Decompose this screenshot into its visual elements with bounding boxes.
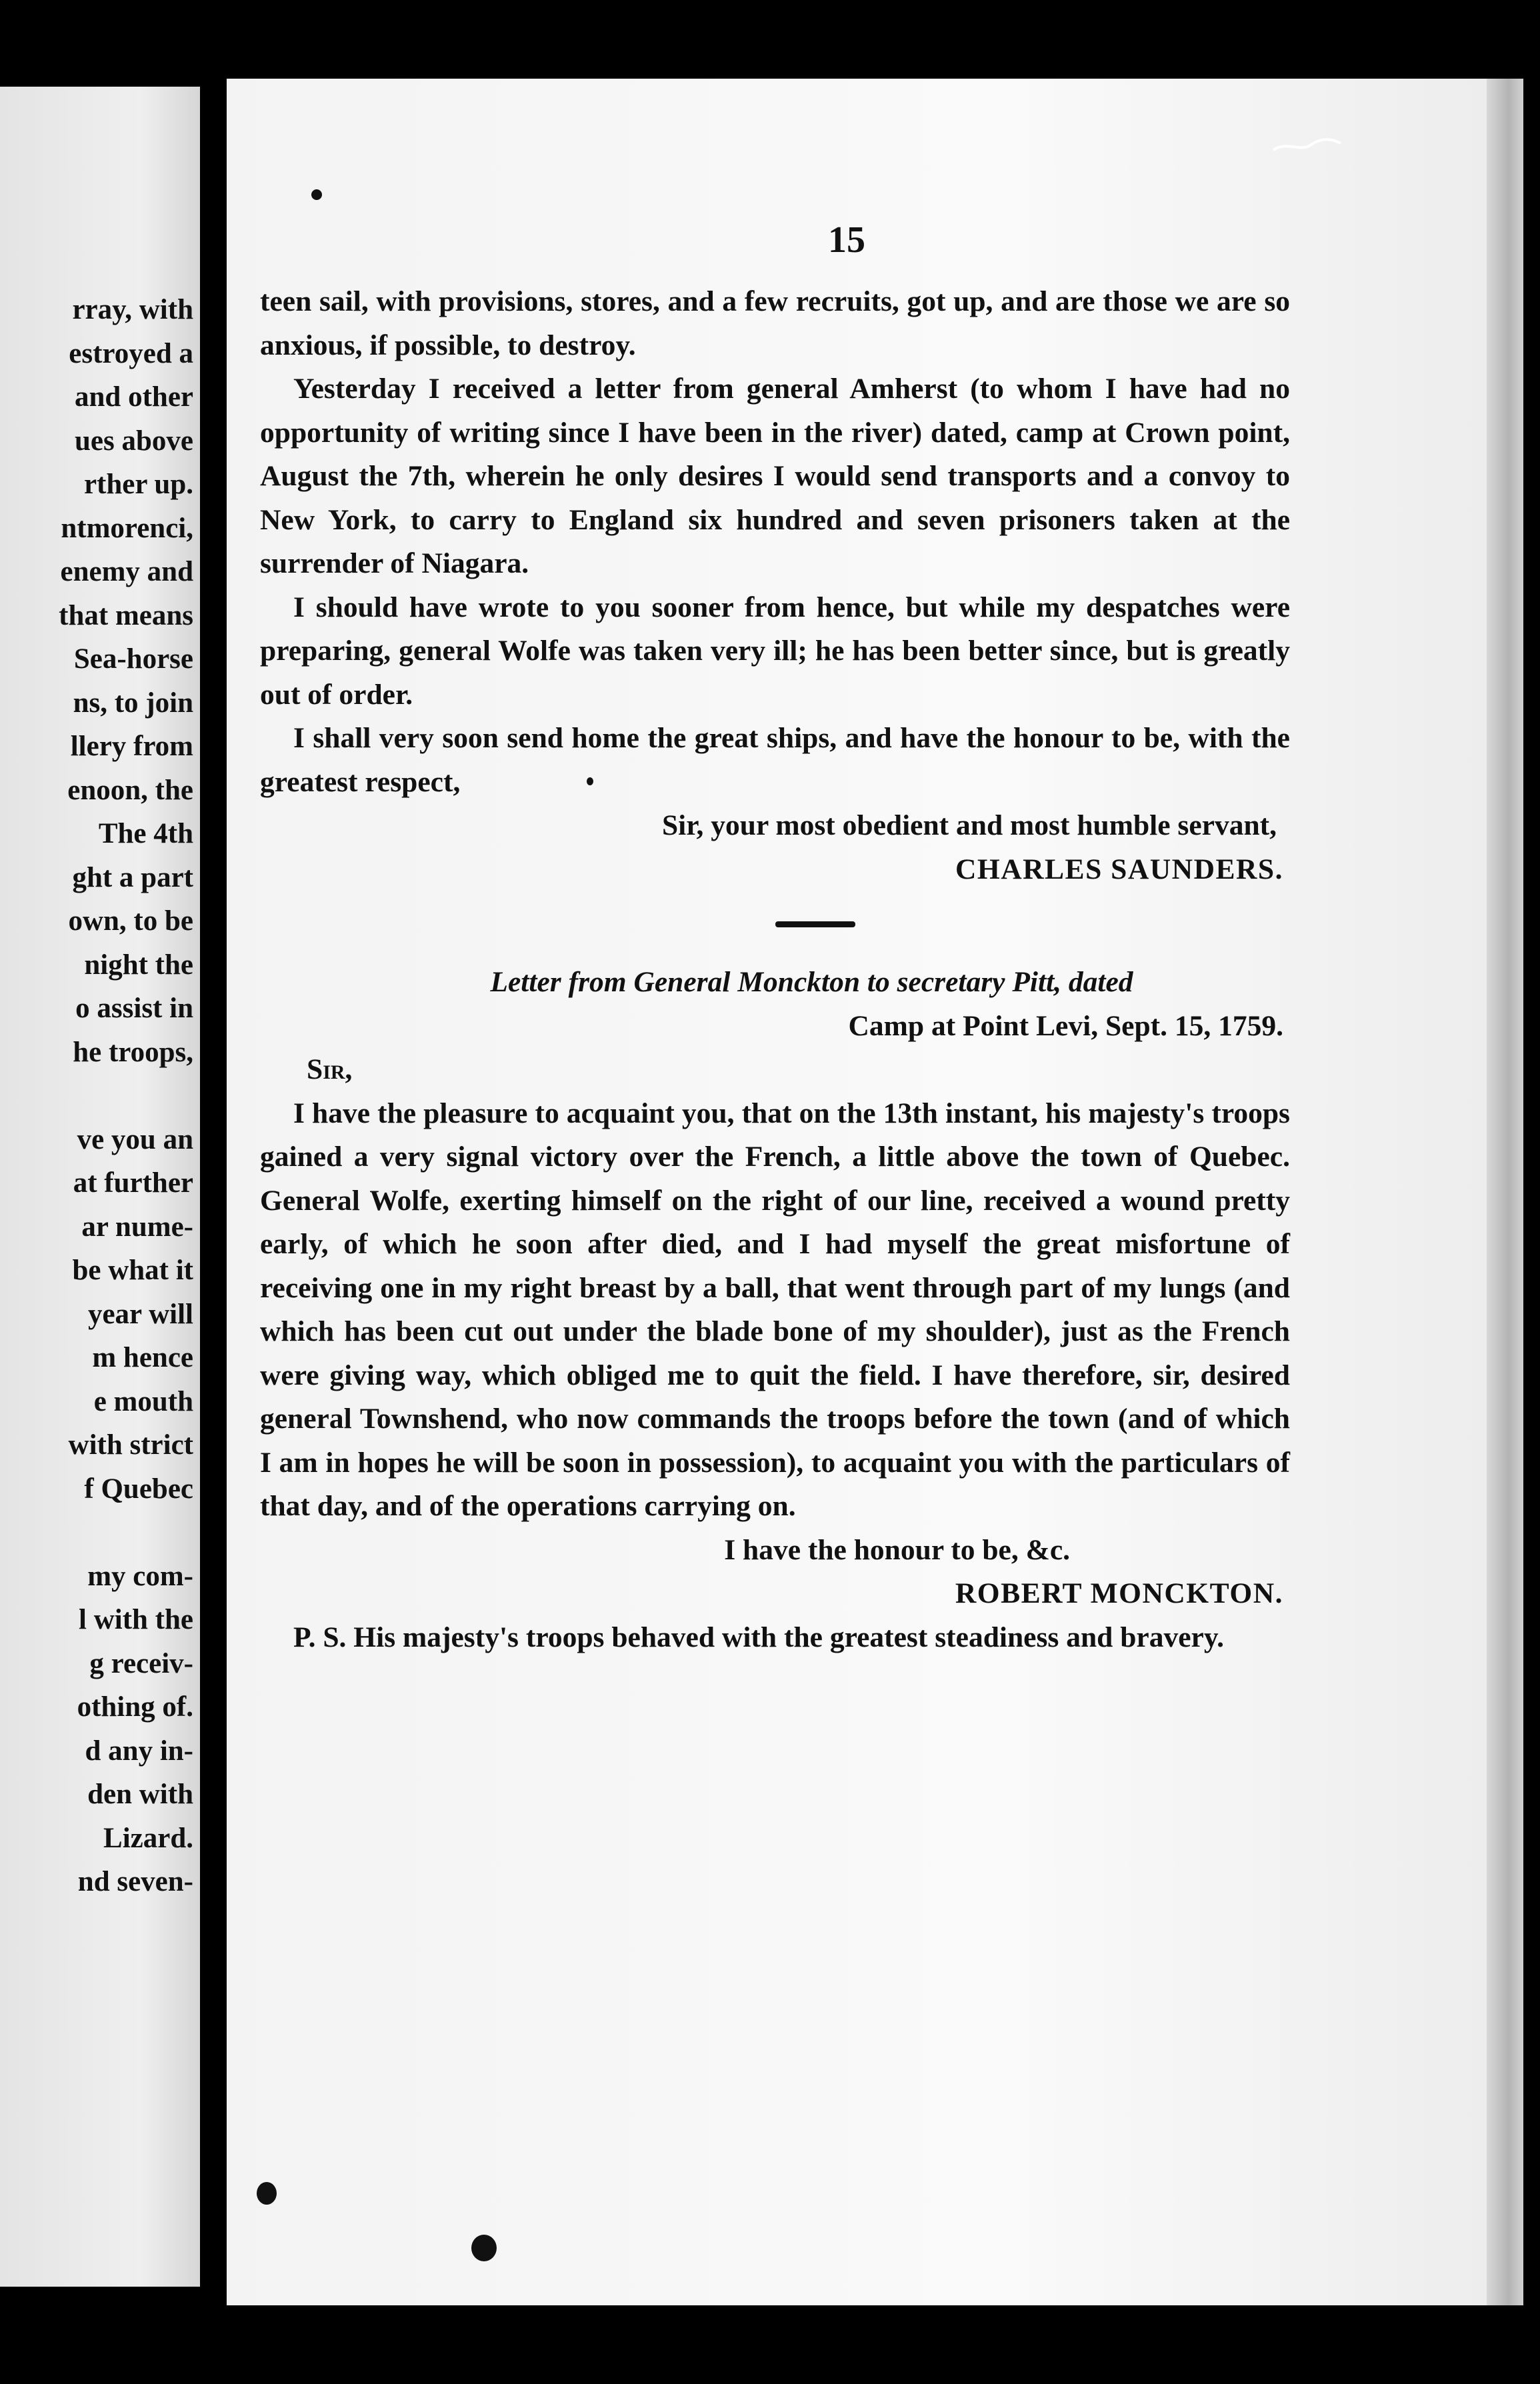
left-page-line: ntmorenci,: [61, 512, 193, 544]
left-page-line: m hence: [92, 1342, 193, 1373]
letter-closing: Sir, your most obedient and most humble servant,: [661, 809, 1277, 841]
left-page-line: Lizard.: [103, 1822, 193, 1854]
left-page-line: othing of.: [77, 1691, 193, 1723]
left-page-line: rray, with: [72, 294, 193, 325]
signature: CHARLES SAUNDERS.: [955, 853, 1283, 885]
left-page-line: ar nume-: [81, 1211, 193, 1243]
left-page-line: f Quebec: [84, 1473, 193, 1505]
left-page-line: that means: [59, 599, 193, 631]
ink-spot: [471, 2235, 497, 2261]
left-page-text: [0, 288, 193, 1904]
section-divider: [775, 921, 855, 927]
left-page-line: o assist in: [75, 993, 193, 1024]
left-page-line: nd seven-: [77, 1866, 193, 1897]
ink-spot: [257, 2182, 277, 2205]
left-page-line: llery from: [70, 731, 193, 762]
letter-heading: Letter from General Monckton to secretary Pitt, dated: [490, 966, 1133, 998]
left-page-line: g receiv-: [89, 1647, 193, 1679]
left-page-line: with strict: [68, 1429, 193, 1461]
left-page-line: [0, 1511, 193, 1555]
letter-closing: I have the honour to be, &c.: [724, 1533, 1070, 1566]
left-page-line: ght a part: [72, 861, 193, 893]
paragraph: I should have wrote to you sooner from hence, but while my despatches were preparing, general Wolfe was taken very ill; he has been better since, but is greatly out of order.: [260, 591, 1290, 711]
left-page-line: ve you an: [77, 1123, 193, 1155]
left-page-line: own, to be: [68, 905, 193, 937]
signature: ROBERT MONCKTON.: [955, 1577, 1283, 1609]
paragraph: teen sail, with provisions, stores, and a few recruits, got up, and are those we are so anxious, if possible, to destroy.: [260, 285, 1290, 361]
left-page-line: l with the: [79, 1604, 193, 1635]
left-page-line: my com-: [87, 1560, 193, 1592]
page-body: [260, 280, 1290, 1659]
left-page-line: ues above: [75, 425, 193, 457]
left-page-line: den with: [87, 1779, 193, 1810]
dateline: Camp at Point Levi, Sept. 15, 1759.: [848, 1009, 1283, 1042]
left-page-line: rther up.: [83, 469, 193, 500]
left-page-line: enemy and: [60, 556, 193, 587]
left-page-line: e mouth: [93, 1385, 193, 1417]
paragraph: Yesterday I received a letter from general Amherst (to whom I have had no opportunity of writing since I have been in the river) dated, camp at Crown point, August the 7th, wherein he only desires I would send transports and a convoy to New York, to carry to England six hundred and seven prisoners taken at the surrender of Niagara.: [260, 373, 1290, 579]
left-page-line: be what it: [72, 1255, 193, 1286]
page-number: 15: [828, 219, 865, 261]
left-page-line: ns, to join: [73, 687, 193, 719]
postscript: P. S. His majesty's troops behaved with the greatest steadiness and bravery.: [293, 1621, 1225, 1653]
page-edge: [1487, 79, 1523, 2305]
left-page-line: Sea-horse: [73, 643, 193, 675]
left-page-line: [0, 1074, 193, 1118]
paragraph: I have the pleasure to acquaint you, that on the 13th instant, his majesty's troops gained a very signal victory over the French, a little above the town of Quebec. General Wolfe, exerting himself on the right of our line, received a wound pretty early, of which he soon after died, and I had myself the great misfortune of receiving one in my right breast by a ball, that went through part of my lungs (and which has been cut out under the blade bone of my shoulder), just as the French were giving way, which obliged me to quit the field. I have therefore, sir, desired general Townshend, who now commands the troops before the town (and of which I am in hopes he will be soon in possession), to acquaint you with the particulars of that day, and of the operations carrying on.: [260, 1097, 1290, 1522]
left-page-line: and other: [75, 381, 193, 413]
left-page-line: estroyed a: [69, 337, 193, 369]
scratch-mark: [1270, 135, 1343, 155]
left-page-line: The 4th: [98, 818, 193, 849]
left-page-line: night the: [84, 949, 193, 981]
ink-spot: [311, 189, 322, 200]
salutation: Sir,: [307, 1053, 353, 1085]
left-page-line: year will: [87, 1298, 193, 1330]
left-page-line: he troops,: [73, 1036, 193, 1068]
left-page: [0, 87, 200, 2287]
left-page-line: enoon, the: [67, 774, 193, 806]
left-page-line: d any in-: [85, 1735, 193, 1767]
paragraph: I shall very soon send home the great ships, and have the honour to be, with the greatest respect,: [260, 722, 1290, 798]
right-page: [227, 79, 1523, 2305]
left-page-line: at further: [73, 1167, 193, 1199]
